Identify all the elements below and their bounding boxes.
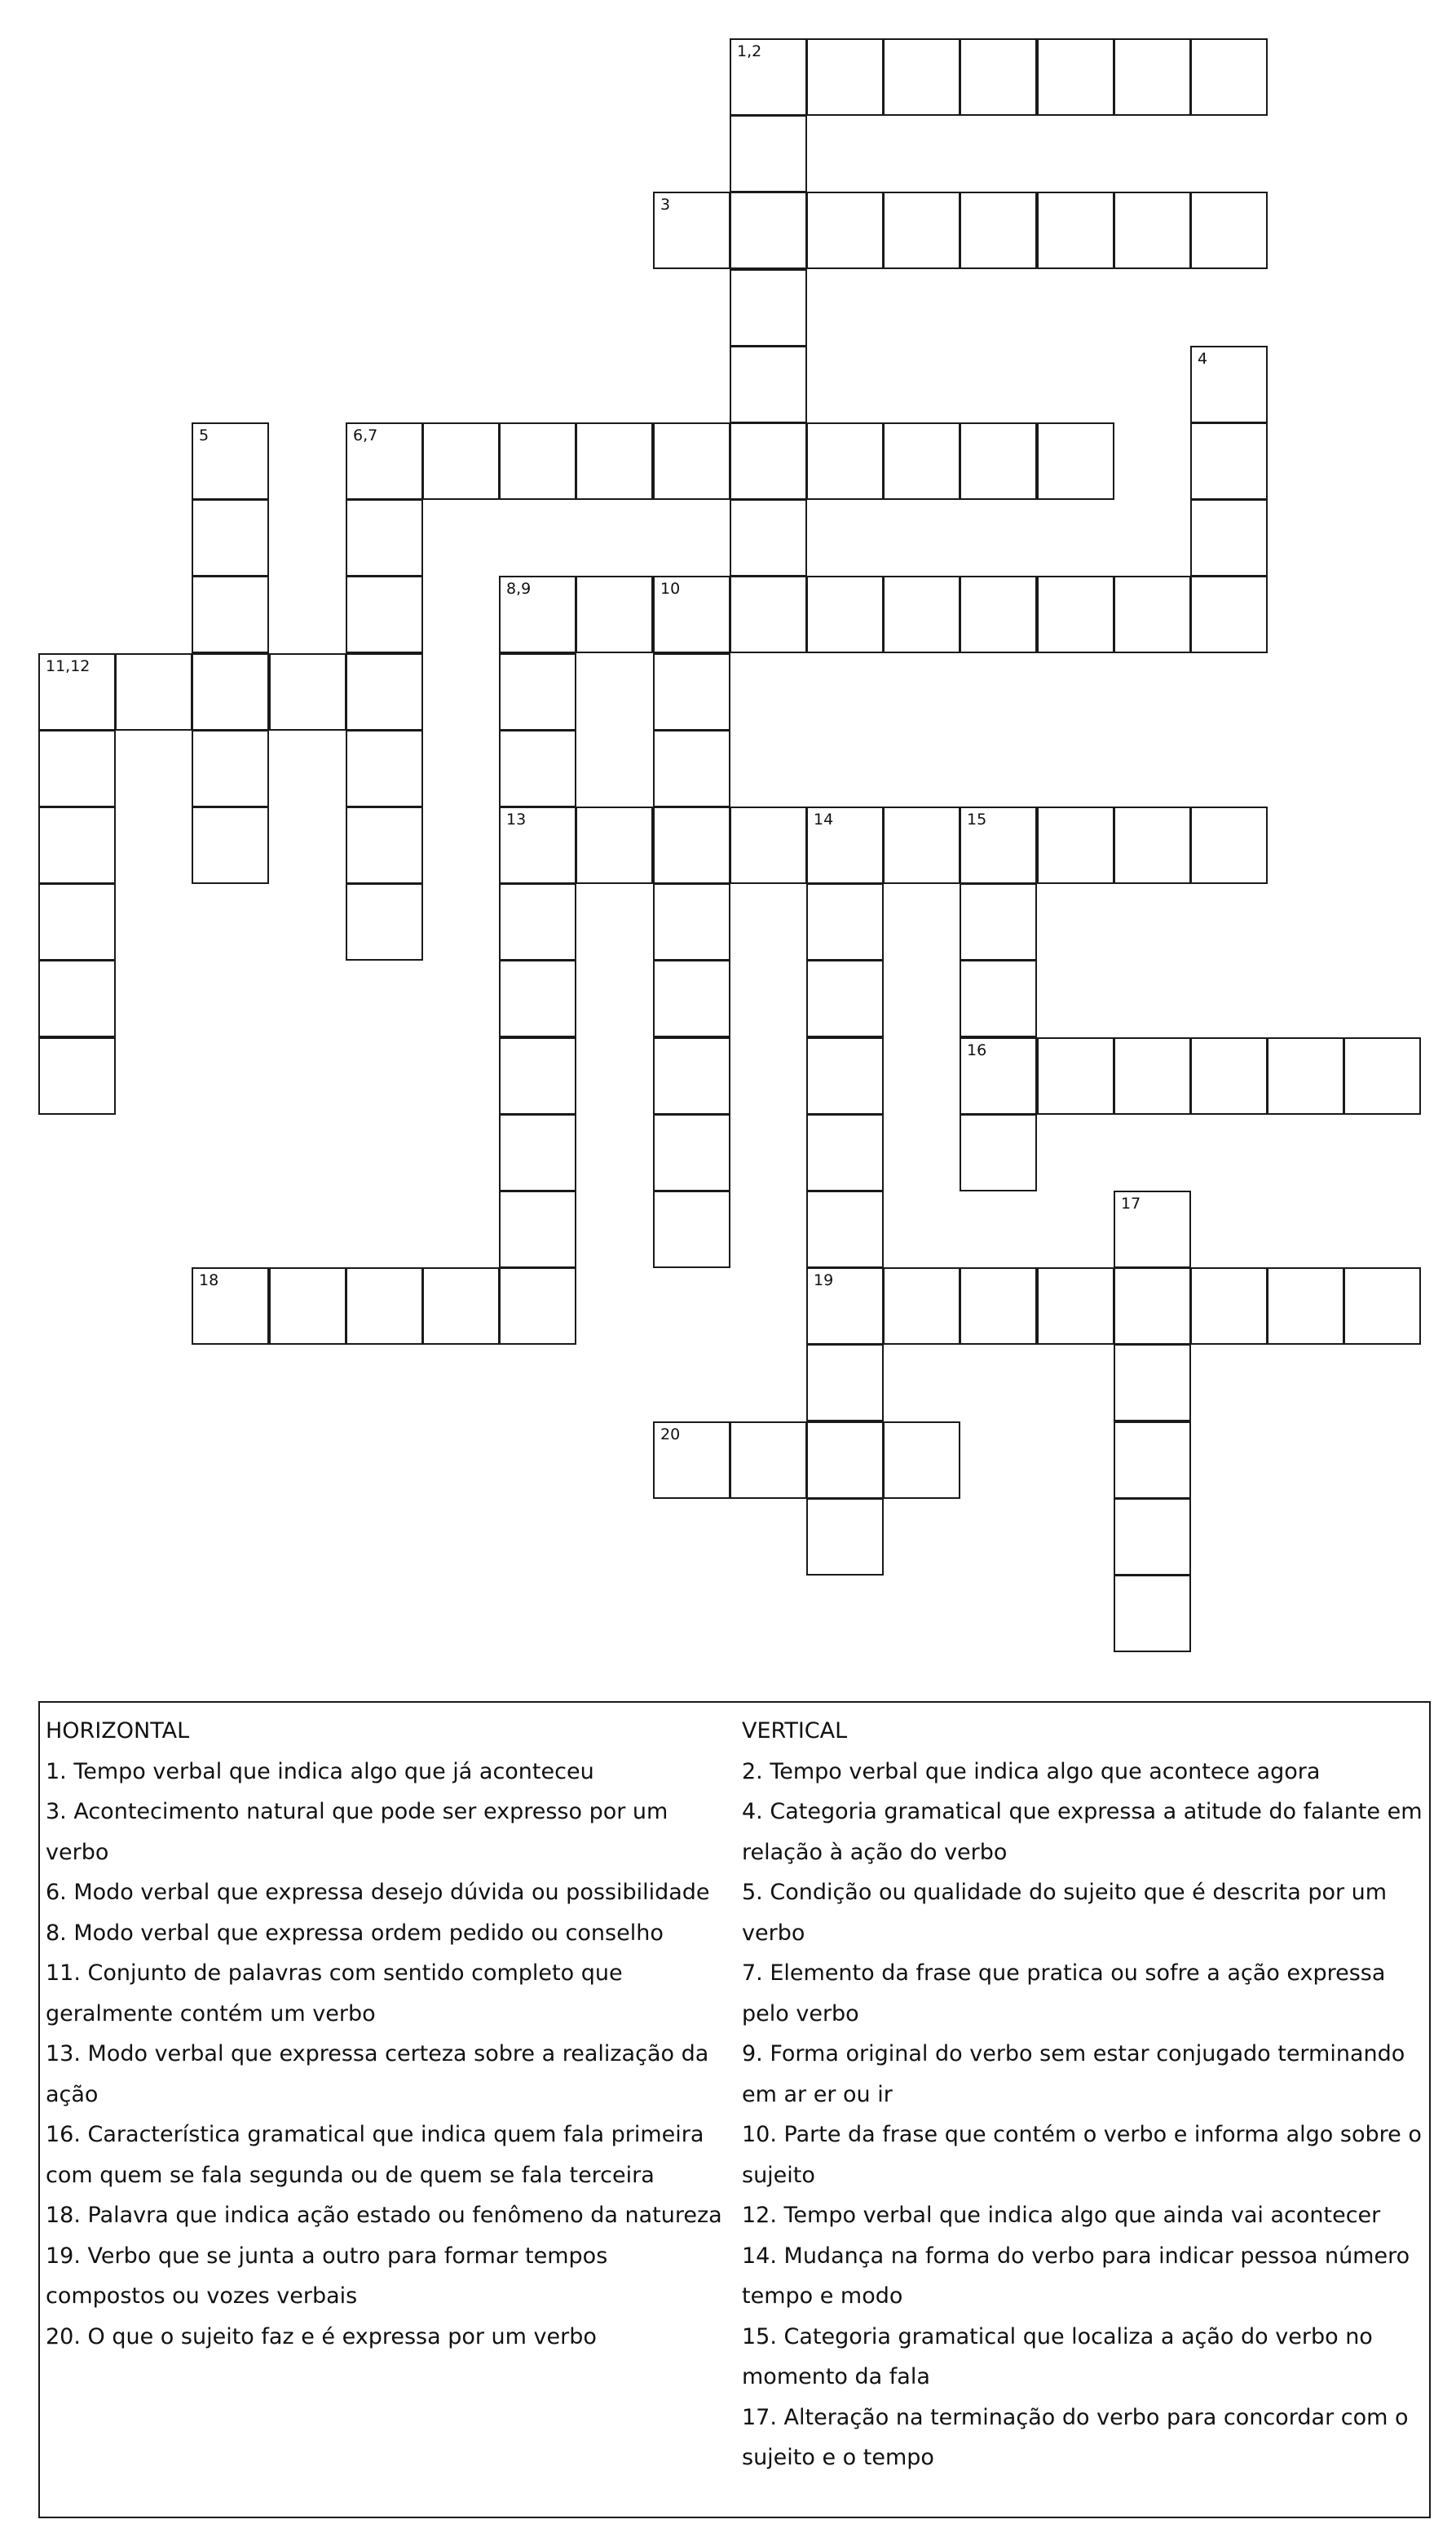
- grid-cell[interactable]: [806, 1037, 884, 1115]
- clue-v15: 15. Categoria gramatical que localiza a ação do verbo no momento da fala: [742, 2323, 1373, 2389]
- grid-cell[interactable]: [883, 1421, 960, 1499]
- clue-number: 17: [1121, 1195, 1141, 1213]
- grid-cell[interactable]: [499, 422, 576, 500]
- grid-cell[interactable]: [1190, 38, 1268, 116]
- grid-cell[interactable]: [653, 1114, 730, 1191]
- grid-cell[interactable]: [1114, 576, 1191, 653]
- grid-cell[interactable]: [806, 960, 884, 1037]
- grid-cell[interactable]: [730, 115, 807, 192]
- grid-cell[interactable]: [883, 576, 960, 653]
- grid-cell[interactable]: [653, 1191, 730, 1268]
- grid-cell[interactable]: [883, 38, 960, 116]
- grid-cell[interactable]: [806, 883, 884, 961]
- grid-cell[interactable]: [653, 883, 730, 961]
- grid-cell[interactable]: [499, 1037, 576, 1115]
- clue-h13: 13. Modo verbal que expressa certeza sobre a realização da ação: [46, 2041, 709, 2107]
- clue-number: 1,2: [737, 42, 762, 60]
- grid-cell[interactable]: [1114, 1421, 1191, 1499]
- grid-cell[interactable]: [38, 1037, 116, 1115]
- clue-v12: 12. Tempo verbal que indica algo que ainda vai acontecer: [742, 2203, 1381, 2228]
- grid-cell[interactable]: [346, 653, 423, 731]
- grid-cell[interactable]: [653, 422, 730, 500]
- grid-cell[interactable]: [422, 1267, 500, 1345]
- clue-h18: 18. Palavra que indica ação estado ou fenômeno da natureza: [46, 2203, 722, 2228]
- grid-cell[interactable]: [653, 576, 730, 653]
- clue-number: 5: [199, 427, 210, 444]
- clue-number: 4: [1198, 350, 1208, 368]
- vertical-clues: [742, 1711, 1431, 2478]
- clue-number: 3: [660, 196, 671, 214]
- grid-cell[interactable]: [346, 499, 423, 577]
- grid-cell[interactable]: [883, 422, 960, 500]
- grid-cell[interactable]: [960, 192, 1037, 269]
- clue-h8: 8. Modo verbal que expressa ordem pedido ou conselho: [46, 1920, 664, 1946]
- grid-cell[interactable]: [730, 38, 807, 116]
- clue-number: 11,12: [46, 657, 90, 675]
- vertical-heading: VERTICAL: [742, 1718, 848, 1744]
- grid-cell[interactable]: [1114, 1191, 1191, 1268]
- clue-v9: 9. Forma original do verbo sem estar conjugado terminando em ar er ou ir: [742, 2041, 1405, 2107]
- grid-cell[interactable]: [653, 960, 730, 1037]
- grid-cell[interactable]: [115, 653, 192, 731]
- grid-cell[interactable]: [1037, 422, 1114, 500]
- grid-cell[interactable]: [1114, 807, 1191, 884]
- grid-cell[interactable]: [1267, 1037, 1344, 1115]
- grid-cell[interactable]: [576, 576, 653, 653]
- grid-cell[interactable]: [38, 807, 116, 884]
- grid-cell[interactable]: [1037, 192, 1114, 269]
- clue-number: 8,9: [506, 580, 532, 598]
- grid-cell[interactable]: [730, 1421, 807, 1499]
- grid-cell[interactable]: [1114, 1498, 1191, 1576]
- clue-h20: 20. O que o sujeito faz e é expressa por um verbo: [46, 2323, 597, 2349]
- grid-cell[interactable]: [806, 1421, 884, 1499]
- grid-cell[interactable]: [192, 422, 269, 500]
- grid-cell[interactable]: [499, 730, 576, 807]
- grid-cell[interactable]: [192, 730, 269, 807]
- grid-cell[interactable]: [883, 807, 960, 884]
- grid-cell[interactable]: [346, 422, 423, 500]
- grid-cell[interactable]: [269, 653, 346, 731]
- grid-cell[interactable]: [499, 960, 576, 1037]
- grid-cell[interactable]: [730, 346, 807, 423]
- clue-h1: 1. Tempo verbal que indica algo que já aconteceu: [46, 1758, 594, 1784]
- grid-cell[interactable]: [653, 1037, 730, 1115]
- grid-cell[interactable]: [1190, 192, 1268, 269]
- grid-cell[interactable]: [653, 1421, 730, 1499]
- grid-cell[interactable]: [192, 576, 269, 653]
- grid-cell[interactable]: [1037, 38, 1114, 116]
- grid-cell[interactable]: [1190, 807, 1268, 884]
- grid-cell[interactable]: [1190, 576, 1268, 653]
- clue-h3: 3. Acontecimento natural que pode ser expresso por um verbo: [46, 1799, 668, 1865]
- clue-v2: 2. Tempo verbal que indica algo que acontece agora: [742, 1758, 1321, 1784]
- clue-number: 18: [199, 1271, 219, 1289]
- grid-cell[interactable]: [730, 422, 807, 500]
- clue-number: 19: [814, 1271, 834, 1289]
- grid-cell[interactable]: [653, 807, 730, 884]
- grid-cell[interactable]: [806, 1191, 884, 1268]
- grid-cell[interactable]: [1037, 1037, 1114, 1115]
- clues-box: [38, 1701, 1431, 2518]
- grid-cell[interactable]: [806, 807, 884, 884]
- clue-v10: 10. Parte da frase que contém o verbo e informa algo sobre o sujeito: [742, 2122, 1422, 2188]
- clue-number: 10: [660, 580, 681, 598]
- grid-cell[interactable]: [1343, 1267, 1421, 1345]
- grid-cell[interactable]: [730, 269, 807, 347]
- grid-cell[interactable]: [1190, 499, 1268, 577]
- grid-cell[interactable]: [38, 883, 116, 961]
- grid-cell[interactable]: [730, 192, 807, 269]
- grid-cell[interactable]: [960, 883, 1037, 961]
- grid-cell[interactable]: [576, 807, 653, 884]
- grid-cell[interactable]: [346, 1267, 423, 1345]
- grid-cell[interactable]: [1037, 576, 1114, 653]
- grid-cell[interactable]: [960, 1267, 1037, 1345]
- grid-cell[interactable]: [883, 192, 960, 269]
- grid-cell[interactable]: [806, 38, 884, 116]
- clue-h16: 16. Característica gramatical que indica quem fala primeira com quem se fala segunda ou de quem se fala terceira: [46, 2122, 704, 2188]
- grid-cell[interactable]: [1037, 807, 1114, 884]
- grid-cell[interactable]: [499, 1114, 576, 1191]
- grid-cell[interactable]: [1114, 192, 1191, 269]
- grid-cell[interactable]: [960, 1114, 1037, 1191]
- grid-cell[interactable]: [806, 422, 884, 500]
- grid-cell[interactable]: [806, 1498, 884, 1576]
- grid-cell[interactable]: [960, 960, 1037, 1037]
- clue-v5: 5. Condição ou qualidade do sujeito que é descrita por um verbo: [742, 1880, 1388, 1946]
- grid-cell[interactable]: [38, 960, 116, 1037]
- grid-cell[interactable]: [806, 1114, 884, 1191]
- clue-v14: 14. Mudança na forma do verbo para indicar pessoa número tempo e modo: [742, 2243, 1410, 2309]
- clue-h6: 6. Modo verbal que expressa desejo dúvida ou possibilidade: [46, 1880, 710, 1905]
- grid-cell[interactable]: [1114, 1575, 1191, 1652]
- clue-v4: 4. Categoria gramatical que expressa a atitude do falante em relação à ação do verbo: [742, 1799, 1423, 1865]
- grid-cell[interactable]: [499, 1191, 576, 1268]
- grid-cell[interactable]: [653, 192, 730, 269]
- grid-cell[interactable]: [1114, 1037, 1191, 1115]
- grid-cell[interactable]: [1114, 38, 1191, 116]
- grid-cell[interactable]: [38, 730, 116, 807]
- grid-cell[interactable]: [499, 807, 576, 884]
- grid-cell[interactable]: [806, 1267, 884, 1345]
- grid-cell[interactable]: [1190, 422, 1268, 500]
- grid-cell[interactable]: [346, 730, 423, 807]
- grid-cell[interactable]: [1037, 1267, 1114, 1345]
- clue-number: 13: [506, 811, 527, 829]
- clue-v7: 7. Elemento da frase que pratica ou sofre a ação expressa pelo verbo: [742, 1960, 1386, 2027]
- grid-cell[interactable]: [192, 807, 269, 884]
- grid-cell[interactable]: [806, 576, 884, 653]
- grid-cell[interactable]: [1190, 1037, 1268, 1115]
- clue-number: 14: [814, 811, 834, 829]
- clue-h11: 11. Conjunto de palavras com sentido completo que geralmente contém um verbo: [46, 1960, 623, 2027]
- grid-cell[interactable]: [730, 807, 807, 884]
- grid-cell[interactable]: [1343, 1037, 1421, 1115]
- grid-cell[interactable]: [806, 1344, 884, 1421]
- clue-number: 16: [967, 1041, 987, 1059]
- grid-cell[interactable]: [499, 653, 576, 731]
- horizontal-heading: HORIZONTAL: [46, 1718, 190, 1744]
- clue-v17: 17. Alteração na terminação do verbo para concordar com o sujeito e o tempo: [742, 2404, 1409, 2470]
- clue-number: 15: [967, 811, 987, 829]
- grid-cell[interactable]: [192, 653, 269, 731]
- clue-number: 6,7: [353, 427, 378, 444]
- grid-cell[interactable]: [960, 38, 1037, 116]
- grid-cell[interactable]: [192, 499, 269, 577]
- clue-number: 20: [660, 1425, 681, 1443]
- grid-cell[interactable]: [960, 1037, 1037, 1115]
- grid-cell[interactable]: [1267, 1267, 1344, 1345]
- grid-cell[interactable]: [499, 1267, 576, 1345]
- grid-cell[interactable]: [960, 807, 1037, 884]
- grid-cell[interactable]: [653, 730, 730, 807]
- grid-cell[interactable]: [192, 1267, 269, 1345]
- grid-cell[interactable]: [883, 1267, 960, 1345]
- grid-cell[interactable]: [346, 883, 423, 961]
- grid-cell[interactable]: [1190, 1267, 1268, 1345]
- grid-cell[interactable]: [499, 883, 576, 961]
- grid-cell[interactable]: [806, 192, 884, 269]
- clue-h19: 19. Verbo que se junta a outro para formar tempos compostos ou vozes verbais: [46, 2243, 608, 2309]
- grid-cell[interactable]: [960, 576, 1037, 653]
- grid-cell[interactable]: [346, 576, 423, 653]
- grid-cell[interactable]: [730, 499, 807, 577]
- grid-cell[interactable]: [1114, 1344, 1191, 1421]
- grid-cell[interactable]: [346, 807, 423, 884]
- grid-cell[interactable]: [1190, 346, 1268, 423]
- grid-cell[interactable]: [422, 422, 500, 500]
- grid-cell[interactable]: [730, 576, 807, 653]
- grid-cell[interactable]: [269, 1267, 346, 1345]
- grid-cell[interactable]: [1114, 1267, 1191, 1345]
- horizontal-clues: [46, 1711, 730, 2357]
- grid-cell[interactable]: [653, 653, 730, 731]
- grid-cell[interactable]: [576, 422, 653, 500]
- grid-cell[interactable]: [499, 576, 576, 653]
- grid-cell[interactable]: [960, 422, 1037, 500]
- grid-cell[interactable]: [38, 653, 116, 731]
